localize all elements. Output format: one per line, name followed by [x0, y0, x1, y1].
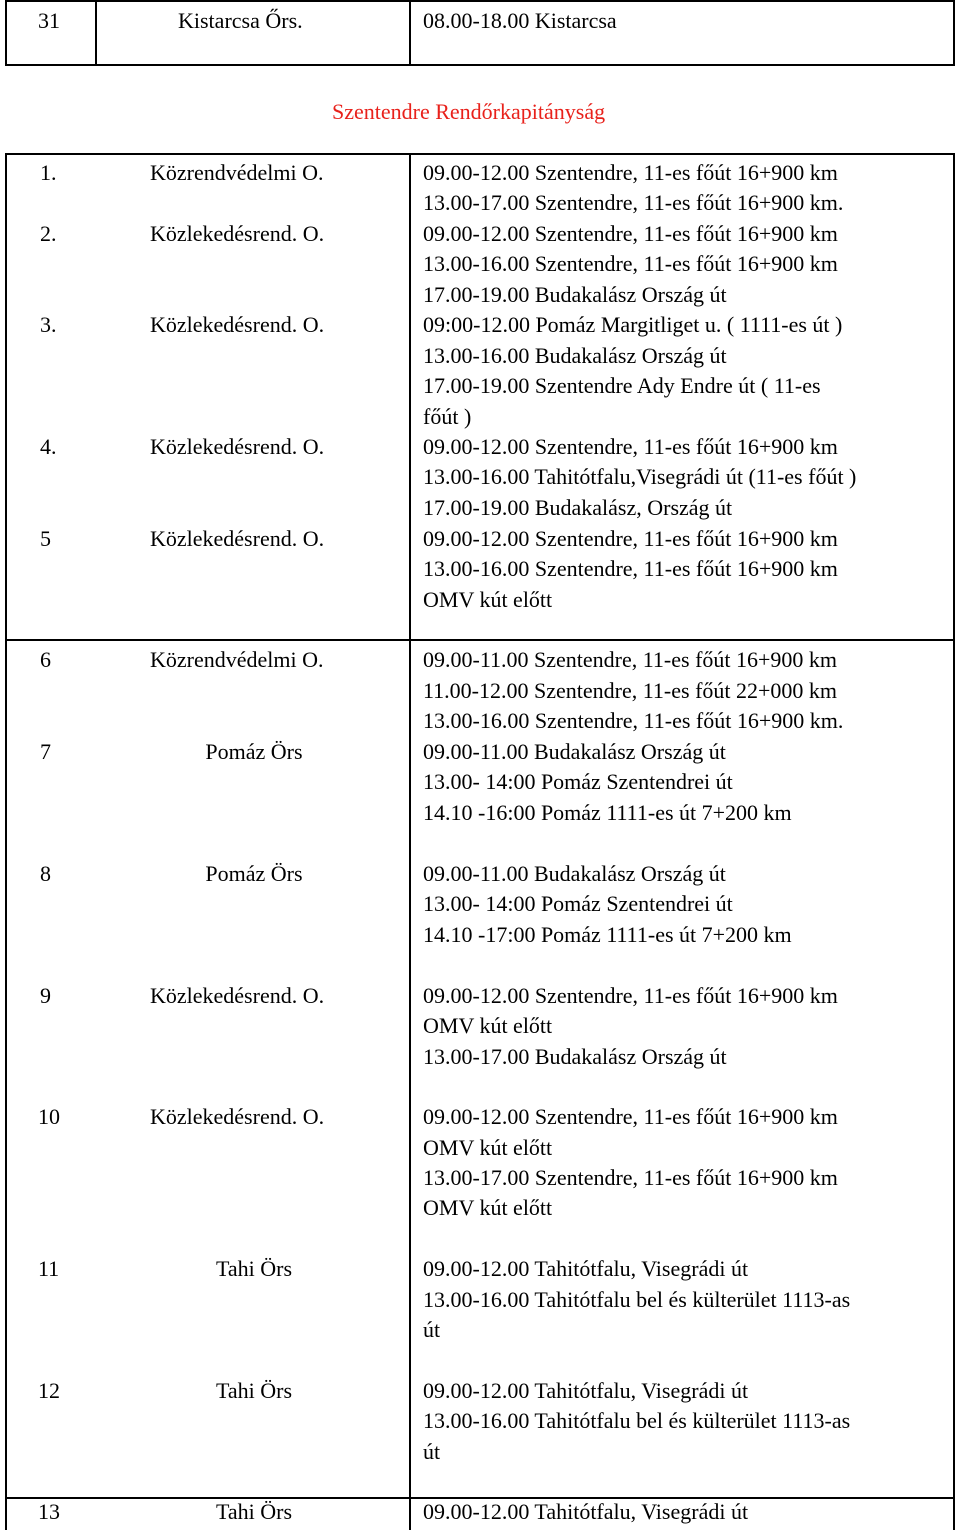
- col-divider: [953, 153, 955, 1530]
- unit-name: Pomáz Örs: [205, 739, 303, 764]
- schedule-line: főút ): [423, 404, 472, 429]
- unit-name: Közlekedésrend. O.: [150, 312, 325, 337]
- schedule-line: 09.00-12.00 Szentendre, 11-es főút 16+900 km: [423, 434, 838, 459]
- table-bottom-border: [5, 64, 955, 66]
- row-number: 4.: [40, 434, 57, 459]
- table-top-border: [5, 0, 955, 2]
- row-number: 1.: [40, 160, 57, 185]
- row-separator: [5, 639, 955, 641]
- schedule-line: 17.00-19.00 Budakalász Ország út: [423, 282, 727, 307]
- unit-name: Közrendvédelmi O.: [150, 160, 324, 185]
- unit-name: Közrendvédelmi O.: [150, 647, 324, 672]
- schedule-line: 13.00-16.00 Szentendre, 11-es főút 16+900 km: [423, 556, 838, 581]
- row-number: 11: [38, 1256, 60, 1281]
- unit-name: Közlekedésrend. O.: [150, 1104, 325, 1129]
- schedule-line: 09.00-12.00 Tahitótfalu, Visegrádi út: [423, 1256, 749, 1281]
- schedule-line: 13.00-17.00 Budakalász Ország út: [423, 1044, 727, 1069]
- schedule-line: 13.00-16.00 Szentendre, 11-es főút 16+900 km: [423, 251, 838, 276]
- schedule-line: OMV kút előtt: [423, 1195, 553, 1220]
- schedule-line: 09.00-12.00 Tahitótfalu, Visegrádi út: [423, 1378, 749, 1403]
- unit-name: Tahi Örs: [215, 1256, 293, 1281]
- schedule-line: 13.00-16.00 Tahitótfalu bel és külterület 1113-as: [423, 1287, 851, 1312]
- schedule-line: 09:00-12.00 Pomáz Margitliget u. ( 1111-es út ): [423, 312, 843, 337]
- schedule-line: 09.00-11.00 Szentendre, 11-es főút 16+900 km: [423, 647, 838, 672]
- schedule-line: 17.00-19.00 Budakalász, Ország út: [423, 495, 733, 520]
- unit-name: Közlekedésrend. O.: [150, 221, 325, 246]
- col-divider: [5, 153, 7, 1530]
- col-divider: [95, 0, 97, 66]
- row-number: 8: [40, 861, 51, 886]
- schedule-line: 09.00-12.00 Szentendre, 11-es főút 16+900 km: [423, 526, 838, 551]
- schedule-line: 09.00-12.00 Szentendre, 11-es főút 16+900 km: [423, 160, 838, 185]
- row-number: 12: [38, 1378, 60, 1403]
- schedule-line: 13.00-17.00 Szentendre, 11-es főút 16+900 km.: [423, 190, 844, 215]
- unit-name: Közlekedésrend. O.: [150, 434, 325, 459]
- schedule-line: 09.00-12.00 Szentendre, 11-es főút 16+900 km: [423, 221, 838, 246]
- schedule-line: 08.00-18.00 Kistarcsa: [423, 8, 617, 33]
- col-divider: [409, 153, 411, 1530]
- row-number: 3.: [40, 312, 57, 337]
- table-top-border: [5, 153, 955, 155]
- unit-name: Pomáz Örs: [205, 861, 303, 886]
- unit-name: Közlekedésrend. O.: [150, 983, 325, 1008]
- row-number: 2.: [40, 221, 57, 246]
- schedule-line: 09.00-12.00 Szentendre, 11-es főút 16+900 km: [423, 1104, 838, 1129]
- schedule-line: 14.10 -17:00 Pomáz 1111-es út 7+200 km: [423, 922, 792, 947]
- schedule-line: 13.00-16.00 Budakalász Ország út: [423, 343, 727, 368]
- row-number: 9: [40, 983, 51, 1008]
- row-number: 7: [40, 739, 51, 764]
- col-divider: [953, 0, 955, 66]
- row-number: 13: [38, 1499, 60, 1524]
- schedule-line: 13.00- 14:00 Pomáz Szentendrei út: [423, 769, 733, 794]
- schedule-line: OMV kút előtt: [423, 587, 553, 612]
- schedule-line: 13.00- 14:00 Pomáz Szentendrei út: [423, 891, 733, 916]
- row-number: 6: [40, 647, 51, 672]
- schedule-line: 09.00-12.00 Tahitótfalu, Visegrádi út: [423, 1499, 749, 1524]
- section-heading: Szentendre Rendőrkapitányság: [332, 99, 606, 124]
- schedule-line: 13.00-16.00 Tahitótfalu bel és külterület 1113-as: [423, 1408, 851, 1433]
- schedule-line: 11.00-12.00 Szentendre, 11-es főút 22+000 km: [423, 678, 838, 703]
- col-divider: [409, 0, 411, 66]
- row-number: 5: [40, 526, 51, 551]
- schedule-line: út: [423, 1439, 441, 1464]
- schedule-line: út: [423, 1317, 441, 1342]
- schedule-line: 09.00-11.00 Budakalász Ország út: [423, 739, 726, 764]
- unit-name: Közlekedésrend. O.: [150, 526, 325, 551]
- schedule-line: 09.00-12.00 Szentendre, 11-es főút 16+900 km: [423, 983, 838, 1008]
- schedule-line: OMV kút előtt: [423, 1135, 553, 1160]
- schedule-line: 14.10 -16:00 Pomáz 1111-es út 7+200 km: [423, 800, 792, 825]
- schedule-line: 13.00-17.00 Szentendre, 11-es főút 16+900 km: [423, 1165, 838, 1190]
- unit-name: Kistarcsa Őrs.: [178, 8, 303, 33]
- unit-name: Tahi Örs: [215, 1499, 293, 1524]
- schedule-line: 17.00-19.00 Szentendre Ady Endre út ( 11-es: [423, 373, 821, 398]
- unit-name: Tahi Örs: [215, 1378, 293, 1403]
- row-number: 10: [38, 1104, 60, 1129]
- schedule-line: OMV kút előtt: [423, 1013, 553, 1038]
- col-divider: [5, 0, 7, 66]
- schedule-line: 13.00-16.00 Tahitótfalu,Visegrádi út (11-es főút ): [423, 464, 857, 489]
- schedule-line: 13.00-16.00 Szentendre, 11-es főút 16+900 km.: [423, 708, 844, 733]
- schedule-line: 09.00-11.00 Budakalász Ország út: [423, 861, 726, 886]
- row-number: 31: [38, 8, 60, 33]
